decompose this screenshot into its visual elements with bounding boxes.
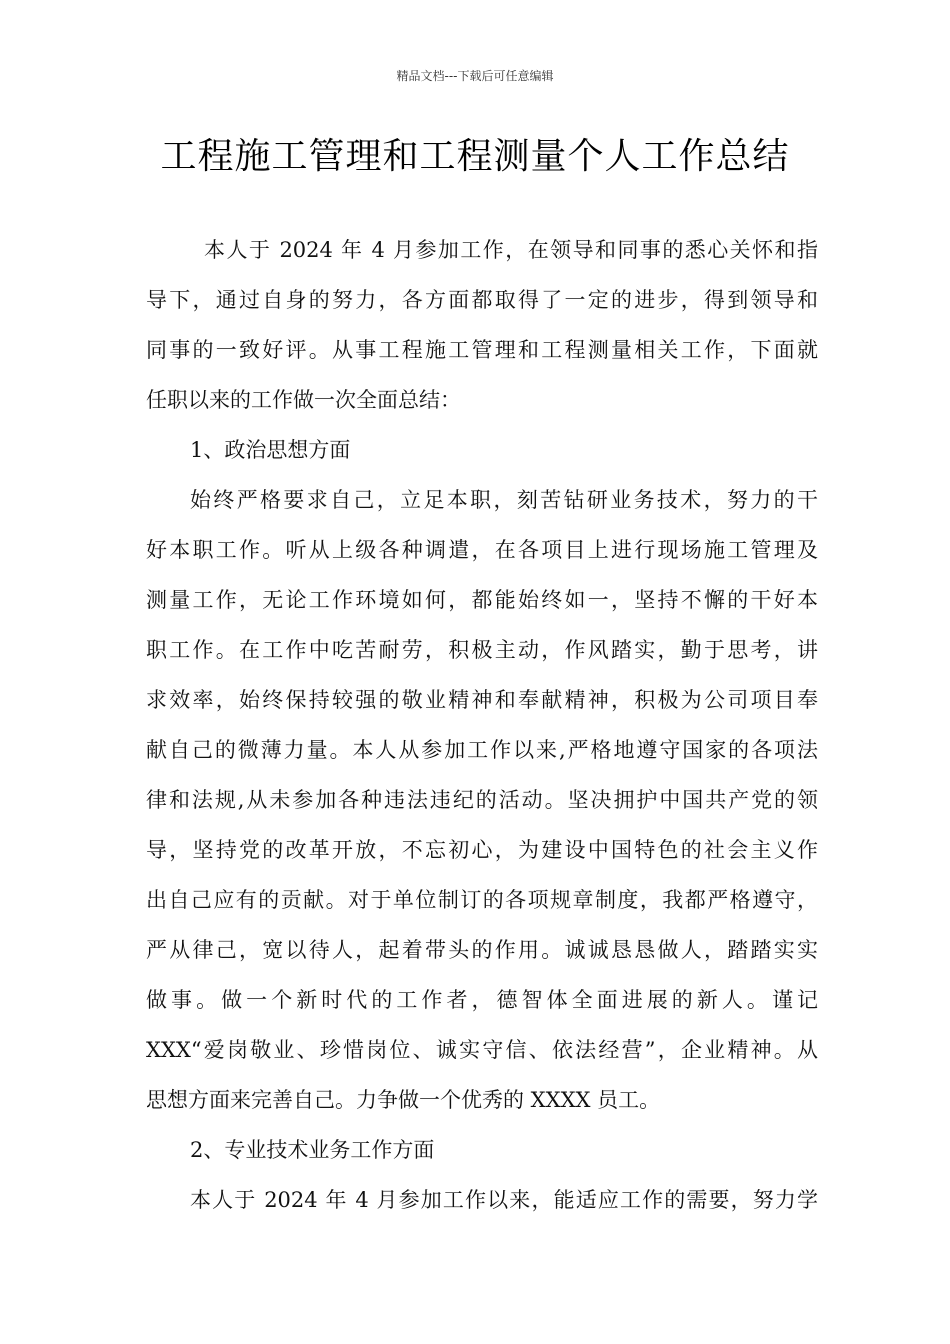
paragraph-line: 导，坚持党的改革开放，不忘初心，为建设中国特色的社会主义作	[146, 838, 818, 862]
paragraph-line: 求效率，始终保持较强的敬业精神和奉献精神，积极为公司项目奉	[146, 688, 818, 712]
paragraph-line: 做事。做一个新时代的工作者，德智体全面进展的新人。谨记	[146, 988, 818, 1012]
paragraph-line: 律和法规,从未参加各种违法违纪的活动。坚决拥护中国共产党的领	[146, 788, 818, 812]
paragraph-line: XXX“爱岗敬业、珍惜岗位、诚实守信、依法经营”，企业精神。从	[146, 1038, 818, 1062]
paragraph-line: 测量工作，无论工作环境如何，都能始终如一，坚持不懈的干好本	[146, 588, 818, 612]
document-body	[146, 229, 818, 1229]
document-title: 工程施工管理和工程测量个人工作总结	[160, 136, 790, 177]
paragraph-line: 严从律己，宽以待人，起着带头的作用。诚诚恳恳做人，踏踏实实	[146, 938, 818, 962]
section-heading: 2、专业技术业务工作方面	[190, 1138, 435, 1162]
paragraph-line: 思想方面来完善自己。力争做一个优秀的 XXXX 员工。	[146, 1088, 661, 1112]
paragraph-line: 本人于 2024 年 4 月参加工作，在领导和同事的悉心关怀和指	[204, 238, 818, 262]
paragraph-line: 本人于 2024 年 4 月参加工作以来，能适应工作的需要，努力学	[190, 1188, 818, 1212]
paragraph-line: 同事的一致好评。从事工程施工管理和工程测量相关工作，下面就	[146, 338, 818, 362]
paragraph-line: 好本职工作。听从上级各种调遣，在各项目上进行现场施工管理及	[146, 538, 818, 562]
paragraph-line: 导下，通过自身的努力，各方面都取得了一定的进步，得到领导和	[146, 288, 818, 312]
paragraph-line: 出自己应有的贡献。对于单位制订的各项规章制度，我都严格遵守，	[146, 888, 818, 912]
paragraph-line: 始终严格要求自己，立足本职，刻苦钻研业务技术，努力的干	[190, 488, 818, 512]
section-heading: 1、政治思想方面	[190, 438, 351, 462]
paragraph-line: 任职以来的工作做一次全面总结：	[146, 388, 461, 412]
page-header: 精品文档---下载后可任意编辑	[396, 69, 554, 83]
paragraph-line: 献自己的微薄力量。本人从参加工作以来,严格地遵守国家的各项法	[146, 738, 818, 762]
paragraph-line: 职工作。在工作中吃苦耐劳，积极主动，作风踏实，勤于思考，讲	[146, 638, 818, 662]
